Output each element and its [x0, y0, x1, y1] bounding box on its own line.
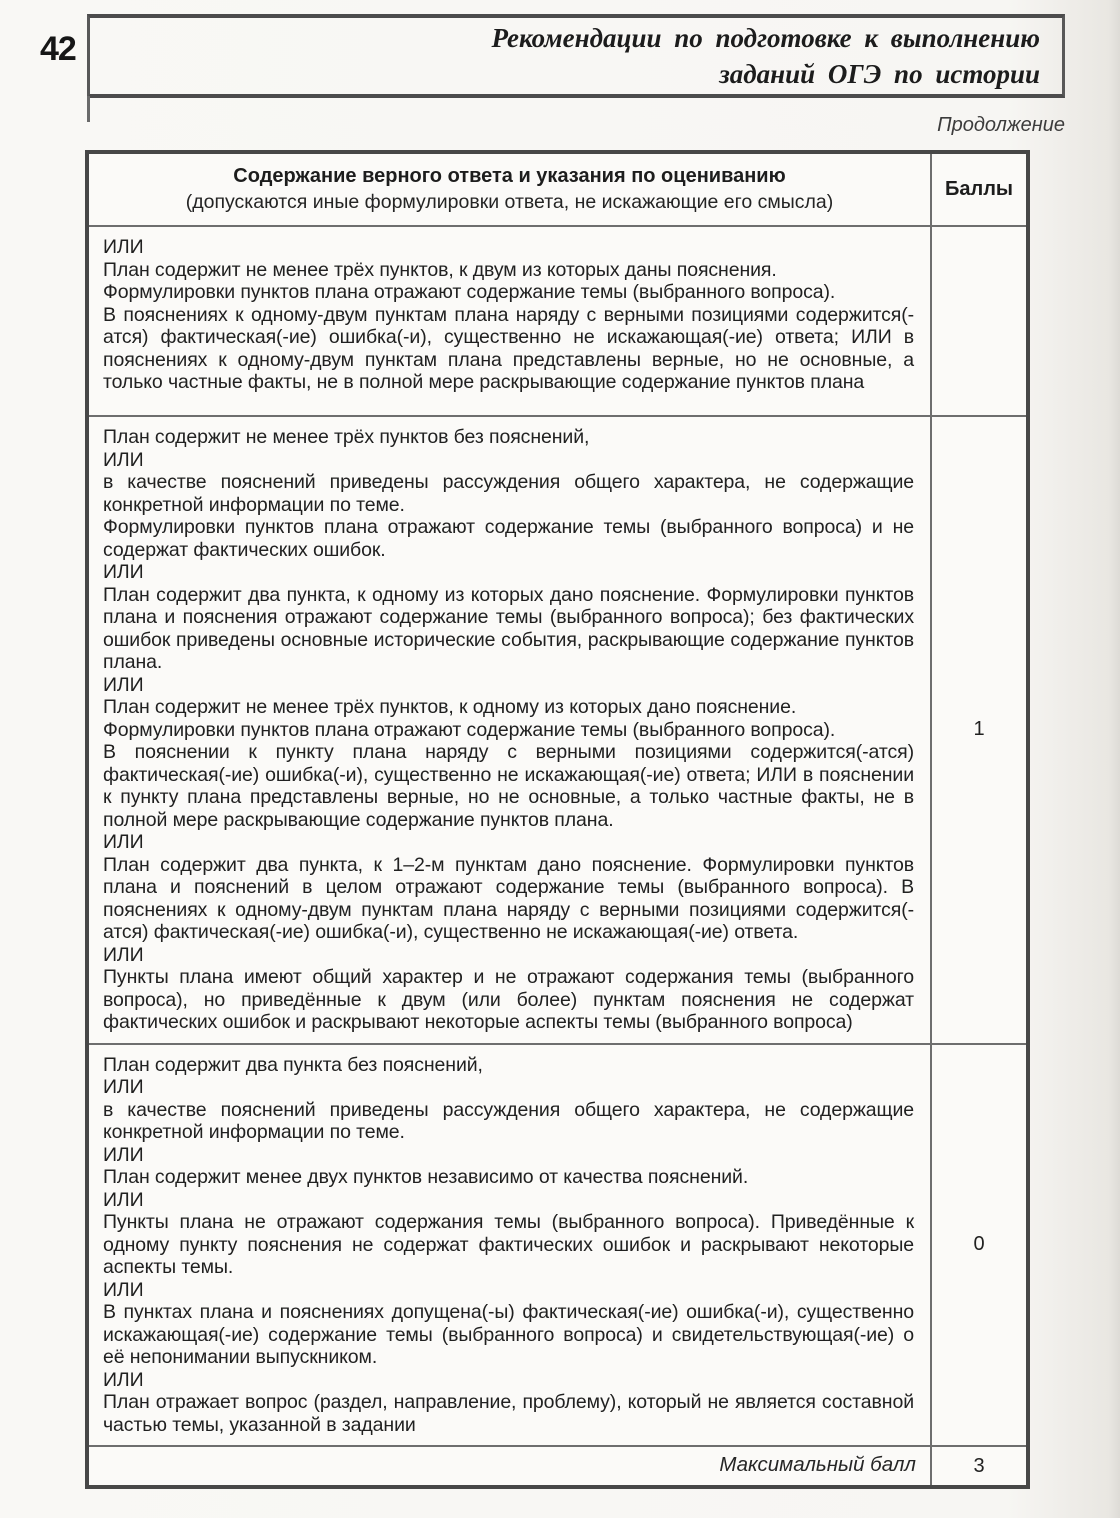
criteria-paragraph: Формулировки пунктов плана отражают содержание темы (выбранного вопроса) и не содержат фактических ошибок. [103, 516, 914, 561]
criteria-paragraph: ИЛИ [103, 561, 144, 583]
criteria-paragraph: План отражает вопрос (раздел, направление, проблему), который не является составной частью темы, указанной в задании [103, 1391, 914, 1436]
page-number: 42 [40, 30, 76, 68]
points-cell: 1 [931, 416, 1028, 1044]
running-title-line2: заданий ОГЭ по истории [719, 59, 1040, 89]
max-score-value: 3 [931, 1446, 1028, 1487]
table-row [87, 226, 1028, 416]
criteria-paragraph: В пунктах плана и пояснениях допущена(-ы) фактическая(-ие) ошибка(-и), существенно искажающая(-ие) содержание темы (выбранного вопроса) и свидетельствующая(-ие) о её непонимании выпускником. [103, 1301, 914, 1368]
criteria-paragraph: В пояснении к пункту плана наряду с верными позициями содержится(-атся) фактическая(-ие) ошибка(-и), существенно не искажающая(-ие) ответа; ИЛИ в пояснении к пункту плана представлены верные, но не основные, а только частные факты, не в полной мере раскрывающие содержание пунктов плана. [103, 741, 914, 831]
criteria-paragraph: в качестве пояснений приведены рассуждения общего характера, не содержащие конкретной информации по теме. [103, 471, 914, 516]
criteria-paragraph: План содержит менее двух пунктов независимо от качества пояснений. [103, 1166, 749, 1188]
criteria-paragraph: Пункты плана имеют общий характер и не отражают содержания темы (выбранного вопроса), но приведённые к двум (или более) пунктам пояснения не содержат фактических ошибок и раскрывают некоторые аспекты темы (выбранного вопроса) [103, 966, 914, 1033]
max-score-label: Максимальный балл [87, 1446, 931, 1487]
criteria-paragraph: План содержит не менее трёх пунктов без пояснений, [103, 426, 590, 448]
running-title-line1: Рекомендации по подготовке к выполнению [491, 23, 1040, 53]
criteria-paragraph: План содержит не менее трёх пунктов, к одному из которых дано пояснение. [103, 696, 797, 718]
criteria-header-cell [87, 152, 931, 226]
criteria-paragraph: ИЛИ [103, 1076, 144, 1098]
criteria-paragraph: ИЛИ [103, 236, 144, 258]
table-header-row [87, 152, 1028, 226]
criteria-paragraph: ИЛИ [103, 831, 144, 853]
criteria-paragraph: ИЛИ [103, 1278, 144, 1301]
points-cell [931, 226, 1028, 416]
continuation-label: Продолжение [937, 114, 1065, 136]
criteria-paragraph: ИЛИ [103, 448, 144, 471]
criteria-paragraph: План содержит два пункта, к 1–2-м пунктам дано пояснение. Формулировки пунктов плана и пояснений в целом отражают содержание темы (выбранного вопроса). В пояснениях к одному-двум пунктам плана наряду с верными позициями содержится(-атся) фактическая(-ие) ошибка(-и), существенно не искажающая(-ие) ответа. [103, 853, 914, 943]
criteria-paragraph: ИЛИ [103, 943, 144, 966]
criteria-paragraph: План содержит два пункта, к одному из которых дано пояснение. Формулировки пунктов плана и пояснения отражают содержание темы (выбранного вопроса); без фактических ошибок приведены основные исторические события, раскрывающие содержание пунктов плана. [103, 583, 914, 673]
table-footer-row [87, 1446, 1028, 1487]
table-row [87, 1044, 1028, 1447]
scoring-criteria-table [85, 150, 1030, 1489]
criteria-paragraph: в качестве пояснений приведены рассуждения общего характера, не содержащие конкретной информации по теме. [103, 1098, 914, 1143]
criteria-paragraph: План содержит не менее трёх пунктов, к двум из которых даны пояснения. [103, 258, 777, 281]
criteria-subtitle: (допускаются иные формулировки ответа, не искажающие его смысла) [185, 191, 834, 213]
points-column-header: Баллы [931, 152, 1028, 226]
criteria-paragraph: ИЛИ [103, 673, 144, 696]
criteria-cell [87, 226, 931, 416]
header-border-artifact [87, 96, 90, 122]
table-row [87, 416, 1028, 1044]
criteria-paragraph: Формулировки пунктов плана отражают содержание темы (выбранного вопроса). [103, 281, 836, 303]
criteria-paragraph: В пояснениях к одному-двум пунктам плана наряду с верными позициями содержится(-атся) фактическая(-ие) ошибка(-и), существенно не искажающая(-ие) ответа; ИЛИ в пояснениях к одному-двум пунктам плана представлены верные, но не основные, а только частные факты, не в полной мере раскрывающие содержание пунктов плана [103, 303, 914, 393]
criteria-title: Содержание верного ответа и указания по оцениванию [233, 165, 786, 187]
criteria-paragraph: Пункты плана не отражают содержания темы (выбранного вопроса). Приведённые к одному пункту пояснения не содержат фактических ошибок и раскрывают некоторые аспекты темы. [103, 1211, 914, 1278]
criteria-paragraph: ИЛИ [103, 1188, 144, 1211]
criteria-cell [87, 416, 931, 1044]
criteria-paragraph: ИЛИ [103, 1368, 144, 1391]
points-cell: 0 [931, 1044, 1028, 1447]
criteria-paragraph: ИЛИ [103, 1143, 144, 1166]
criteria-paragraph: Формулировки пунктов плана отражают содержание темы (выбранного вопроса). [103, 718, 836, 741]
criteria-cell [87, 1044, 931, 1447]
running-header-box [87, 14, 1065, 98]
criteria-paragraph: План содержит два пункта без пояснений, [103, 1053, 483, 1076]
